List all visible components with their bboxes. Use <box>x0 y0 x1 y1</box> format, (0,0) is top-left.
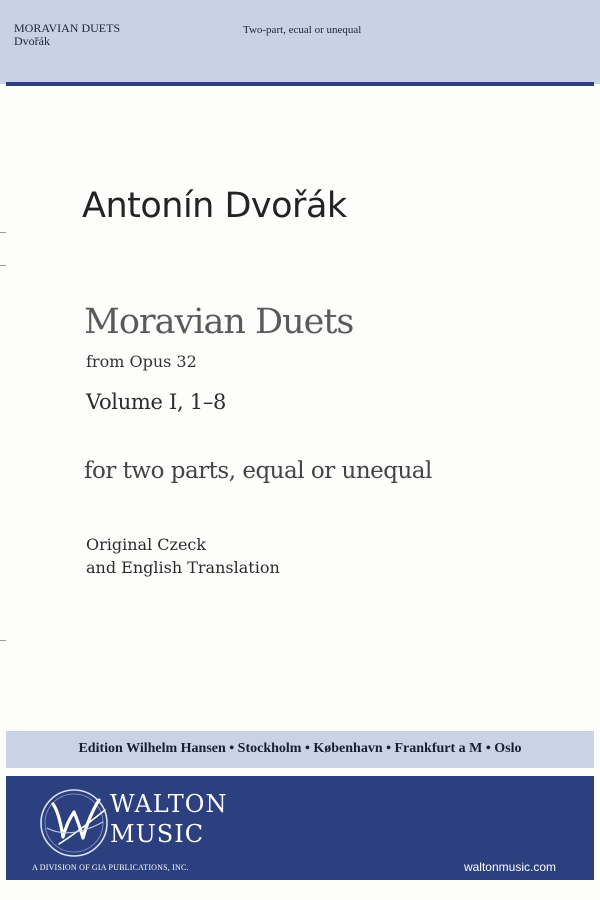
composer-name: Antonín Dvořák <box>82 186 347 226</box>
logo-word-walton: WALTON <box>110 790 228 818</box>
language-note <box>86 533 280 579</box>
edge-mark <box>0 640 6 641</box>
header-composer: Dvořák <box>14 34 50 48</box>
header-voicing: Two-part, ecual or unequal <box>243 24 362 36</box>
header-band <box>0 0 600 84</box>
edition-band <box>6 731 594 768</box>
header-left <box>14 22 120 48</box>
logo-word-music: MUSIC <box>110 820 205 848</box>
division-line: A DIVISION OF GIA PUBLICATIONS, INC. <box>32 863 189 872</box>
header-series: MORAVIAN DUETS <box>14 21 121 35</box>
work-title: Moravian Duets <box>84 302 354 342</box>
volume-line: Volume I, 1–8 <box>86 390 227 414</box>
edge-mark <box>0 232 6 233</box>
edge-mark <box>0 265 6 266</box>
header-rule <box>6 82 594 86</box>
language-line-1: Original Czeck <box>86 535 207 554</box>
language-line-2: and English Translation <box>86 558 280 577</box>
opus-line: from Opus 32 <box>86 352 197 371</box>
edition-line: Edition Wilhelm Hansen • Stockholm • København • Frankfurt a M • Oslo <box>78 741 522 756</box>
walton-music-logo-icon <box>33 782 115 864</box>
publisher-band <box>6 776 594 880</box>
voicing-line: for two parts, equal or unequal <box>84 458 432 484</box>
website-label: waltonmusic.com <box>463 860 556 874</box>
